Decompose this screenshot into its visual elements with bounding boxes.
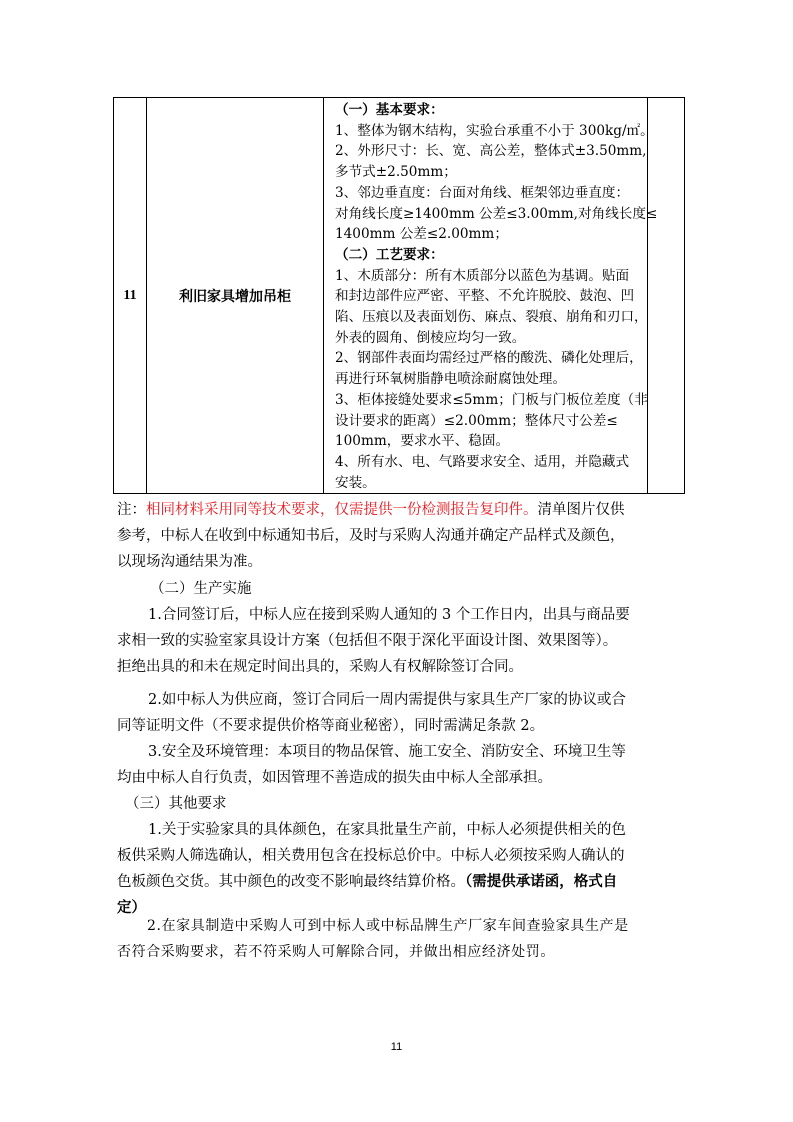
table-row <box>114 98 685 494</box>
paragraph-line: 均由中标人自行负责，如因管理不善造成的损失由中标人全部承担。 <box>117 770 552 786</box>
row-number: 11 <box>114 98 147 494</box>
requirement-line: 1、木质部分：所有木质部分以蓝色为基调。贴面 <box>335 267 630 284</box>
section-2-heading: （二）生产实施 <box>150 581 252 597</box>
note-prefix: 注： <box>117 502 146 518</box>
spec-table <box>113 97 685 494</box>
paragraph-line: 3.安全及环境管理：本项目的物品保管、施工安全、消防安全、环境卫生等 <box>148 744 626 760</box>
section-2-p3 <box>117 739 682 791</box>
note-line-3: 以现场沟通结果为准。 <box>117 554 262 570</box>
requirement-line: 2、钢部件表面均需经过严格的酸洗、磷化处理后， <box>335 350 643 367</box>
requirement-line: 多节式±2.50mm； <box>335 164 457 181</box>
section-3-heading: （三）其他要求 <box>125 796 227 812</box>
item-name: 利旧家具增加吊柜 <box>147 98 324 494</box>
paragraph-line: 同等证明文件（不要求提供价格等商业秘密），同时需满足条款 2。 <box>117 718 545 734</box>
requirement-line: 1、整体为钢木结构，实验台承重不小于 300kg/㎡。 <box>335 122 654 139</box>
paragraph-line <box>117 869 682 895</box>
requirement-line: 100mm，要求水平、稳固。 <box>335 433 510 450</box>
paragraph-line: 1.合同签订后，中标人应在接到采购人通知的 3 个工作日内，出具与商品要 <box>148 607 630 623</box>
note-red-text: 相同材料采用同等技术要求，仅需提供一份检测报告复印件。 <box>146 502 538 518</box>
bold-remark-end: 定） <box>117 900 146 916</box>
paragraph-text: 色板颜色交货。其中颜色的改变不影响最终结算价格。 <box>117 874 465 890</box>
requirement-line: 陷、压痕以及表面划伤、麻点、裂痕、崩角和刃口， <box>335 309 648 326</box>
section-3-p1 <box>117 817 682 921</box>
paragraph-line: 2.如中标人为供应商，签订合同后一周内需提供与家具生产厂家的协议或合 <box>148 692 626 708</box>
paragraph-line: 求相一致的实验室家具设计方案（包括但不限于深化平面设计图、效果图等）。 <box>117 633 618 649</box>
requirement-line: 设计要求的距离）≤2.00mm；整体尺寸公差≤ <box>335 412 618 429</box>
paragraph-line: 拒绝出具的和未在规定时间出具的，采购人有权解除签订合同。 <box>117 659 523 675</box>
requirement-line: 和封边部件应严密、平整、不允许脱胶、鼓泡、凹 <box>335 288 635 305</box>
requirement-heading: （二）工艺要求： <box>335 246 444 263</box>
requirement-line: 1400mm 公差≤2.00mm； <box>335 226 508 243</box>
note-line-1 <box>117 497 682 523</box>
section-2-p2 <box>117 687 682 739</box>
section-2-p1 <box>117 602 682 680</box>
bold-remark: （需提供承诺函，格式自 <box>465 874 618 890</box>
requirement-line: 2、外形尺寸：长、宽、高公差，整体式±3.50mm, <box>335 143 647 160</box>
requirement-line: 外表的圆角、倒棱应均匀一致。 <box>335 329 526 346</box>
empty-cell <box>648 98 685 494</box>
note-line1-rest: 清单图片仅供 <box>537 502 625 518</box>
requirement-line: 4、所有水、电、气路要求安全、适用，并隐藏式 <box>335 453 630 470</box>
requirement-line: 3、柜体接缝处要求≤5mm；门板与门板位差度（非 <box>335 391 648 408</box>
note-line-2: 参考，中标人在收到中标通知书后，及时与采购人沟通并确定产品样式及颜色， <box>117 528 625 544</box>
paragraph-line: 2.在家具制造中采购人可到中标人或中标品牌生产厂家车间查验家具生产是 <box>147 918 629 934</box>
requirement-line: 安装。 <box>335 474 376 491</box>
requirements-list <box>324 98 658 493</box>
requirement-heading: （一）基本要求： <box>335 102 444 118</box>
section-3-p2 <box>117 913 682 965</box>
requirements-cell <box>324 98 658 494</box>
note-paragraph <box>117 497 682 575</box>
requirement-line: 再进行环氧树脂静电喷涂耐腐蚀处理。 <box>335 371 567 388</box>
paragraph-line: 板供采购人筛选确认，相关费用包含在投标总价中。中标人必须按采购人确认的 <box>117 848 625 864</box>
page-number: 11 <box>390 1041 403 1053</box>
requirement-line: 对角线长度≥1400mm 公差≤3.00mm,对角线长度≤ <box>335 205 658 222</box>
paragraph-line: 1.关于实验家具的具体颜色，在家具批量生产前，中标人必须提供相关的色 <box>148 822 626 838</box>
paragraph-line: 否符合采购要求，若不符采购人可解除合同，并做出相应经济处罚。 <box>117 944 555 960</box>
requirement-line: 3、邻边垂直度：台面对角线、框架邻边垂直度： <box>335 184 630 201</box>
